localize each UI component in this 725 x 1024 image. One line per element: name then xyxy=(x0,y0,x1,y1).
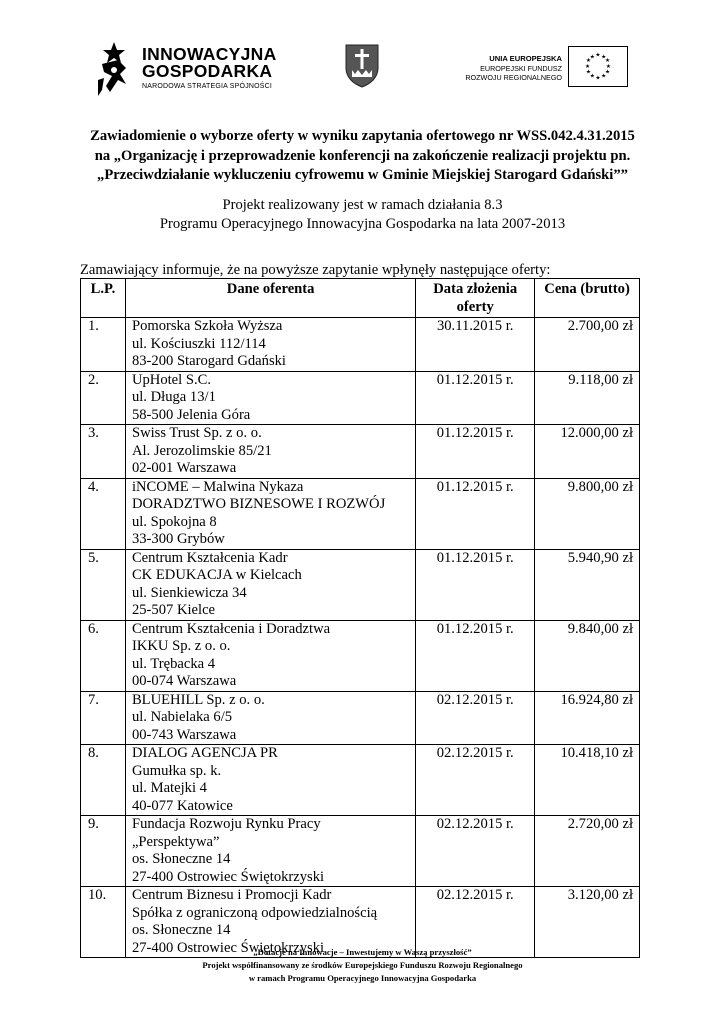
eu-logo-text xyxy=(465,54,562,83)
intro-text: Zamawiający informuje, że na powyższe zapytanie wpłynęły następujące oferty: xyxy=(80,262,551,278)
title-line-1: Zawiadomienie o wyborze oferty w wyniku zapytania ofertowego nr WSS.042.4.31.2015 xyxy=(90,128,635,144)
offerer-line: ul. Kościuszki 112/114 xyxy=(131,335,266,352)
svg-text:★: ★ xyxy=(604,58,611,65)
offerer-line: 27-400 Ostrowiec Świętokrzyski xyxy=(131,868,325,885)
svg-text:★: ★ xyxy=(604,69,611,76)
offerer-line: 00-074 Warszawa xyxy=(131,673,237,689)
offerer-line: ul. Nabielaka 6/5 xyxy=(131,709,233,725)
offerer-line: Spółka z ograniczoną odpowiedzialnością xyxy=(131,904,378,921)
row-lp: 5. xyxy=(81,549,126,620)
footer-line-3: w ramach Programu Operacyjnego Innowacyjna Gospodarka xyxy=(248,972,477,983)
offerer-line: Centrum Biznesu i Promocji Kadr xyxy=(131,887,332,903)
eu-flag-icon xyxy=(568,46,628,87)
row-price: 12.000,00 zł xyxy=(535,425,640,479)
row-offerer xyxy=(125,691,415,745)
offerer-line: 02-001 Warszawa xyxy=(131,460,237,476)
row-date: 02.12.2015 r. xyxy=(416,816,535,887)
title-line-2: na „Organizację i przeprowadzenie konferencji na zakończenie realizacji projektu pn. xyxy=(94,147,631,164)
footer xyxy=(60,946,665,984)
row-offerer xyxy=(125,745,415,816)
table-row xyxy=(81,549,640,620)
offerer-line: BLUEHILL Sp. z o. o. xyxy=(131,691,265,708)
eu-logo xyxy=(448,46,628,88)
offers-table xyxy=(80,278,640,958)
svg-text:★: ★ xyxy=(589,54,595,61)
table-row xyxy=(81,318,640,372)
footer-line-2: Projekt współfinansowany ze środków Europejskiego Funduszu Rozwoju Regionalnego xyxy=(202,959,523,970)
document-subtitle xyxy=(60,196,665,234)
subtitle-line-2: Programu Operacyjnego Innowacyjna Gospodarka na lata 2007-2013 xyxy=(159,216,566,232)
row-date: 01.12.2015 r. xyxy=(416,478,535,549)
offerer-line: 25-507 Kielce xyxy=(131,602,216,618)
header-lp: L.P. xyxy=(81,279,126,318)
star-figure-logo-icon xyxy=(96,40,134,98)
table-row xyxy=(81,745,640,816)
row-date: 01.12.2015 r. xyxy=(416,371,535,425)
offerer-line: UpHotel S.C. xyxy=(131,371,212,388)
row-price: 10.418,10 zł xyxy=(535,745,640,816)
row-lp: 1. xyxy=(81,318,126,372)
offerer-line: Gumułka sp. k. xyxy=(131,762,222,779)
logo-line-1: INNOWACYJNA xyxy=(142,44,277,64)
row-date: 02.12.2015 r. xyxy=(416,887,535,958)
footer-line-1: „Dotacje na Innowacje – Inwestujemy w Waszą przyszłość” xyxy=(253,947,472,957)
row-offerer xyxy=(125,371,415,425)
row-offerer xyxy=(125,478,415,549)
offerer-line: Fundacja Rozwoju Rynku Pracy xyxy=(131,816,321,832)
offerer-line: Centrum Kształcenia i Doradztwa xyxy=(131,620,331,637)
offerer-line: 83-200 Starogard Gdański xyxy=(131,353,286,369)
row-lp: 6. xyxy=(81,620,126,691)
table-header-row xyxy=(81,279,640,318)
row-offerer xyxy=(125,318,415,372)
row-date: 02.12.2015 r. xyxy=(416,691,535,745)
row-lp: 10. xyxy=(81,887,126,958)
offerer-line: 33-300 Grybów xyxy=(131,531,225,547)
offerer-line: 58-500 Jelenia Góra xyxy=(131,406,251,423)
offerer-line: 40-077 Katowice xyxy=(131,797,233,814)
logo-line-2: GOSPODARKA xyxy=(142,61,273,81)
offerer-line: os. Słoneczne 14 xyxy=(131,922,231,938)
table-body xyxy=(81,318,640,958)
svg-text:★: ★ xyxy=(601,73,607,80)
table-row xyxy=(81,816,640,887)
offerer-line: 27-400 Ostrowiec Świętokrzyski xyxy=(131,939,325,956)
table-row xyxy=(81,691,640,745)
row-offerer xyxy=(125,425,415,479)
row-date: 30.11.2015 r. xyxy=(416,318,535,372)
offerer-line: 00-743 Warszawa xyxy=(131,726,237,743)
svg-text:★: ★ xyxy=(605,63,612,70)
svg-text:★: ★ xyxy=(584,63,591,70)
row-price: 3.120,00 zł xyxy=(535,887,640,958)
row-price: 2.700,00 zł xyxy=(535,318,640,372)
svg-text:★: ★ xyxy=(585,69,592,76)
header-price: Cena (brutto) xyxy=(535,279,640,318)
title-line-3: „Przeciwdziałanie wykluczeniu cyfrowemu w Gminie Miejskiej Starogard Gdański”” xyxy=(97,167,628,183)
offerer-line: DORADZTWO BIZNESOWE I ROZWÓJ xyxy=(131,496,386,512)
header-name: Dane oferenta xyxy=(125,279,415,318)
offerer-line: Swiss Trust Sp. z o. o. xyxy=(131,425,262,441)
row-lp: 3. xyxy=(81,425,126,479)
eu-logo-line-3: ROZWOJU REGIONALNEGO xyxy=(465,73,562,82)
offerer-line: iNCOME – Malwina Nykaza xyxy=(131,478,304,495)
eu-logo-line-2: EUROPEJSKI FUNDUSZ xyxy=(480,63,562,73)
subtitle-line-1: Projekt realizowany jest w ramach działania 8.3 xyxy=(222,197,503,213)
city-crest-icon xyxy=(345,44,379,88)
svg-text:★: ★ xyxy=(589,73,595,80)
offerer-line: CK EDUKACJA w Kielcach xyxy=(131,567,302,583)
row-date: 01.12.2015 r. xyxy=(416,620,535,691)
offerer-line: ul. Matejki 4 xyxy=(131,780,207,796)
offerer-line: IKKU Sp. z o. o. xyxy=(131,638,231,654)
row-price: 16.924,80 zł xyxy=(535,691,640,745)
row-price: 5.940,90 zł xyxy=(535,549,640,620)
innowacyjna-gospodarka-logo xyxy=(96,40,296,102)
offerer-line: ul. Długa 13/1 xyxy=(131,389,216,405)
offerer-line: Al. Jerozolimskie 85/21 xyxy=(131,442,272,459)
table-row xyxy=(81,478,640,549)
offerer-line: ul. Trębacka 4 xyxy=(131,655,216,672)
svg-text:★: ★ xyxy=(595,52,601,59)
row-lp: 7. xyxy=(81,691,126,745)
row-lp: 2. xyxy=(81,371,126,425)
row-lp: 4. xyxy=(81,478,126,549)
row-lp: 9. xyxy=(81,816,126,887)
offerer-line: ul. Spokojna 8 xyxy=(131,513,217,530)
offerer-line: Centrum Kształcenia Kadr xyxy=(131,549,288,566)
row-price: 9.118,00 zł xyxy=(535,371,640,425)
eu-logo-line-1: UNIA EUROPEJSKA xyxy=(489,54,562,63)
row-date: 02.12.2015 r. xyxy=(416,745,535,816)
row-price: 9.840,00 zł xyxy=(535,620,640,691)
offerer-line: ul. Sienkiewicza 34 xyxy=(131,584,247,601)
table-row xyxy=(81,371,640,425)
offerer-line: os. Słoneczne 14 xyxy=(131,851,231,867)
document-title xyxy=(60,127,665,186)
row-offerer xyxy=(125,620,415,691)
row-date: 01.12.2015 r. xyxy=(416,425,535,479)
row-lp: 8. xyxy=(81,745,126,816)
table-row xyxy=(81,620,640,691)
row-date: 01.12.2015 r. xyxy=(416,549,535,620)
offerer-line: DIALOG AGENCJA PR xyxy=(131,745,278,761)
row-offerer xyxy=(125,549,415,620)
table-row xyxy=(81,425,640,479)
row-price: 2.720,00 zł xyxy=(535,816,640,887)
row-offerer xyxy=(125,816,415,887)
offerer-line: „Perspektywa” xyxy=(131,833,220,850)
svg-text:★: ★ xyxy=(595,75,601,82)
offerer-line: Pomorska Szkoła Wyższa xyxy=(131,318,283,334)
header-date: Data złożenia oferty xyxy=(416,279,535,318)
svg-text:★: ★ xyxy=(585,58,592,65)
row-price: 9.800,00 zł xyxy=(535,478,640,549)
logo-line-3: NARODOWA STRATEGIA SPÓJNOŚCI xyxy=(142,83,273,90)
svg-text:★: ★ xyxy=(601,54,607,61)
